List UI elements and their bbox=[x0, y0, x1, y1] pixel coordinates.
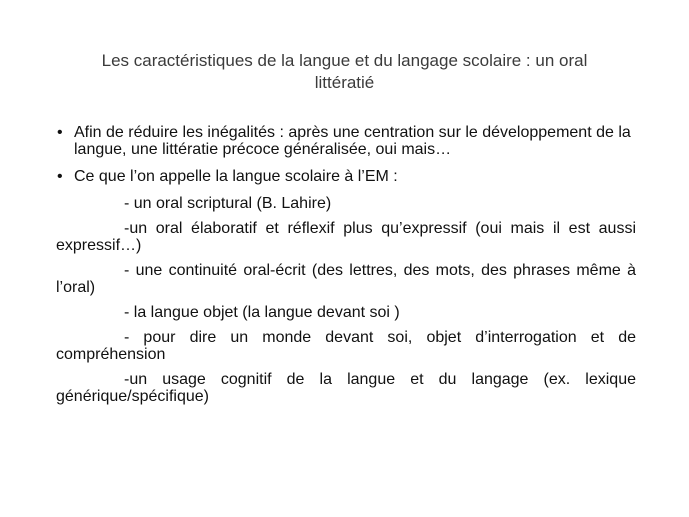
sub-item: - la langue objet (la langue devant soi ) bbox=[124, 304, 400, 321]
bullet-text: Afin de réduire les inégalités : après une centration sur le développement de la langue, une littératie précoce généralisée, oui mais… bbox=[74, 124, 631, 158]
bullet-dot-icon: • bbox=[57, 124, 63, 141]
slide-title-line-2: littératié bbox=[314, 73, 375, 92]
sub-item: -un usage cognitif de la langue et du langage (ex. lexique générique/spécifique) bbox=[56, 371, 636, 405]
bullet-item bbox=[56, 168, 636, 185]
bullet-dot-icon: • bbox=[57, 168, 63, 185]
slide-body bbox=[56, 124, 636, 405]
sub-item: - pour dire un monde devant soi, objet d’interrogation et de compréhension bbox=[56, 329, 636, 363]
slide-title-line-1: Les caractéristiques de la langue et du langage scolaire : un oral bbox=[101, 51, 588, 70]
sub-item: -un oral élaboratif et réflexif plus qu’expressif (oui mais il est aussi expressif…) bbox=[56, 220, 636, 254]
sub-item: - une continuité oral-écrit (des lettres, des mots, des phrases même à l’oral) bbox=[56, 262, 636, 296]
slide-title bbox=[40, 50, 649, 94]
sub-item: - un oral scriptural (B. Lahire) bbox=[124, 195, 332, 212]
bullet-item bbox=[56, 124, 636, 158]
bullet-text: Ce que l’on appelle la langue scolaire à l’EM : bbox=[74, 168, 398, 185]
